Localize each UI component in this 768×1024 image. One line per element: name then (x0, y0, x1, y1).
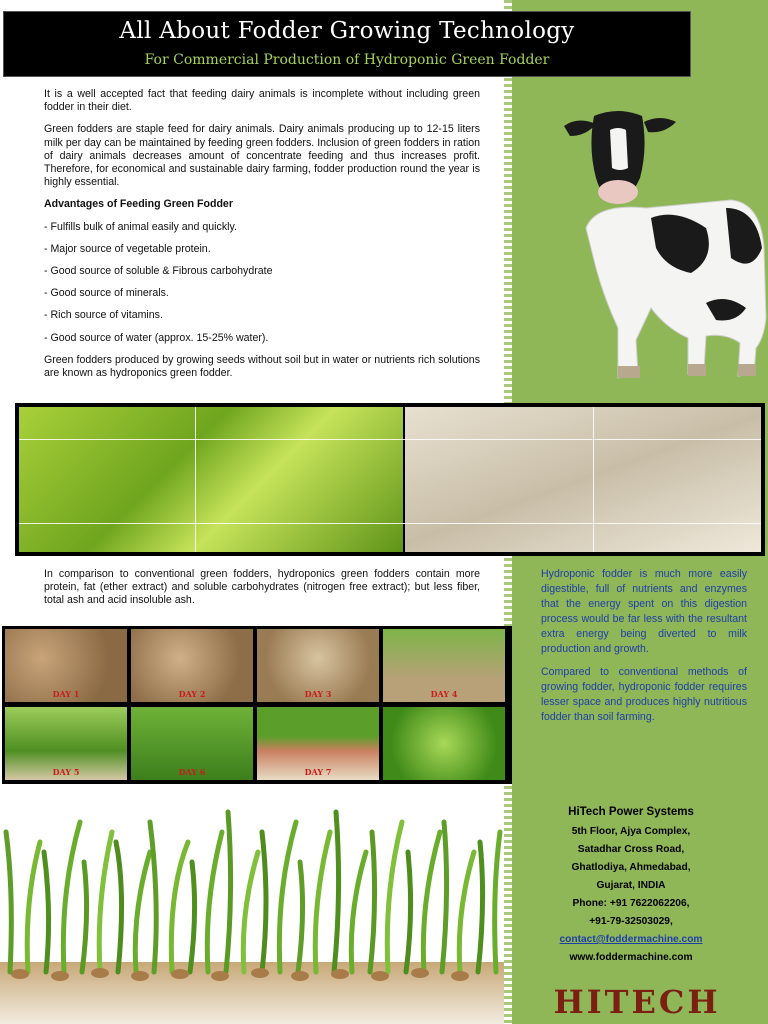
day-photo (383, 707, 505, 780)
day-photo (131, 629, 253, 702)
fodder-photo-strip (15, 403, 765, 556)
advantage-item: - Good source of soluble & Fibrous carbohydrate (44, 265, 273, 278)
email-link[interactable]: contact@foddermachine.com (559, 934, 703, 945)
day-photo (131, 707, 253, 780)
growth-days-grid (2, 626, 512, 784)
day-photo (5, 629, 127, 702)
day-label: DAY 4 (430, 689, 458, 699)
advantage-item: - Rich source of vitamins. (44, 309, 163, 322)
website-link[interactable]: www.foddermachine.com (569, 952, 693, 963)
day-label: DAY 7 (304, 767, 332, 777)
intro-paragraph-3: Green fodders produced by growing seeds without soil but in water or nutrients rich solutions are known as hydroponics green fodder. (44, 353, 480, 380)
root-mat-photo (405, 407, 761, 552)
page-subtitle: For Commercial Production of Hydroponic Green Fodder (144, 52, 550, 68)
hitech-logo: HITECH (553, 983, 721, 1021)
page-title: All About Fodder Growing Technology (119, 18, 575, 44)
day-photo (5, 707, 127, 780)
advantage-item: - Good source of water (approx. 15-25% water). (44, 331, 269, 344)
advantage-item: - Good source of minerals. (44, 287, 169, 300)
cow-image (556, 108, 768, 384)
phone-line: +91-79-32503029, (589, 916, 673, 927)
day-label: DAY 1 (52, 689, 80, 699)
sidebar-paragraph-2: Compared to conventional methods of growing fodder, hydroponic fodder requires lesser space and produces highly nutritious fodder than soil farming. (541, 666, 747, 723)
phone-line: Phone: +91 7622062206, (572, 898, 690, 909)
day-photo (257, 707, 379, 780)
sidebar-text (541, 567, 747, 733)
wheatgrass-image (0, 792, 504, 1024)
advantage-item: - Fulfills bulk of animal easily and quickly. (44, 220, 237, 233)
address-line: Gujarat, INDIA (596, 880, 666, 891)
sidebar-paragraph-1: Hydroponic fodder is much more easily digestible, full of nutrients and enzymes that the energy spent on this digestion process would be far less with the resultant extra energy being diverted to milk production and growth. (541, 568, 747, 655)
day-label: DAY 5 (52, 767, 80, 777)
header-banner (3, 11, 691, 77)
intro-paragraph-1: It is a well accepted fact that feeding dairy animals is incomplete without including green fodder in their diet. (44, 88, 480, 114)
green-fodder-photo (19, 407, 403, 552)
address-line: 5th Floor, Ajya Complex, (571, 826, 691, 837)
advantages-heading: Advantages of Feeding Green Fodder (44, 198, 233, 211)
intro-paragraph-2: Green fodders are staple feed for dairy animals. Dairy animals producing up to 12-15 liters milk per day can be maintained by feeding green fodders. Inclusion of green fodders in ration of dairy animals decreases amount of concentrate feeding and thus increases profit. Therefore, for economical and sustainable dairy farming, fodder production round the year is highly essential. (44, 123, 480, 189)
day-label: DAY 3 (304, 689, 332, 699)
address-line: Ghatlodiya, Ahmedabad, (571, 862, 691, 873)
day-photo (257, 629, 379, 702)
intro-section (44, 88, 480, 389)
advantage-item: - Major source of vegetable protein. (44, 242, 211, 255)
day-photo (383, 629, 505, 702)
contact-block (517, 803, 745, 967)
day-label: DAY 2 (178, 689, 206, 699)
company-name: HiTech Power Systems (568, 806, 694, 818)
address-line: Satadhar Cross Road, (577, 844, 685, 855)
comparison-paragraph: In comparison to conventional green fodders, hydroponics green fodders contain more protein, fat (ether extract) and soluble carbohydrates (nitrogen free extract); but less fiber, total ash and acid insoluble ash. (44, 568, 480, 607)
day-label: DAY 6 (178, 767, 206, 777)
